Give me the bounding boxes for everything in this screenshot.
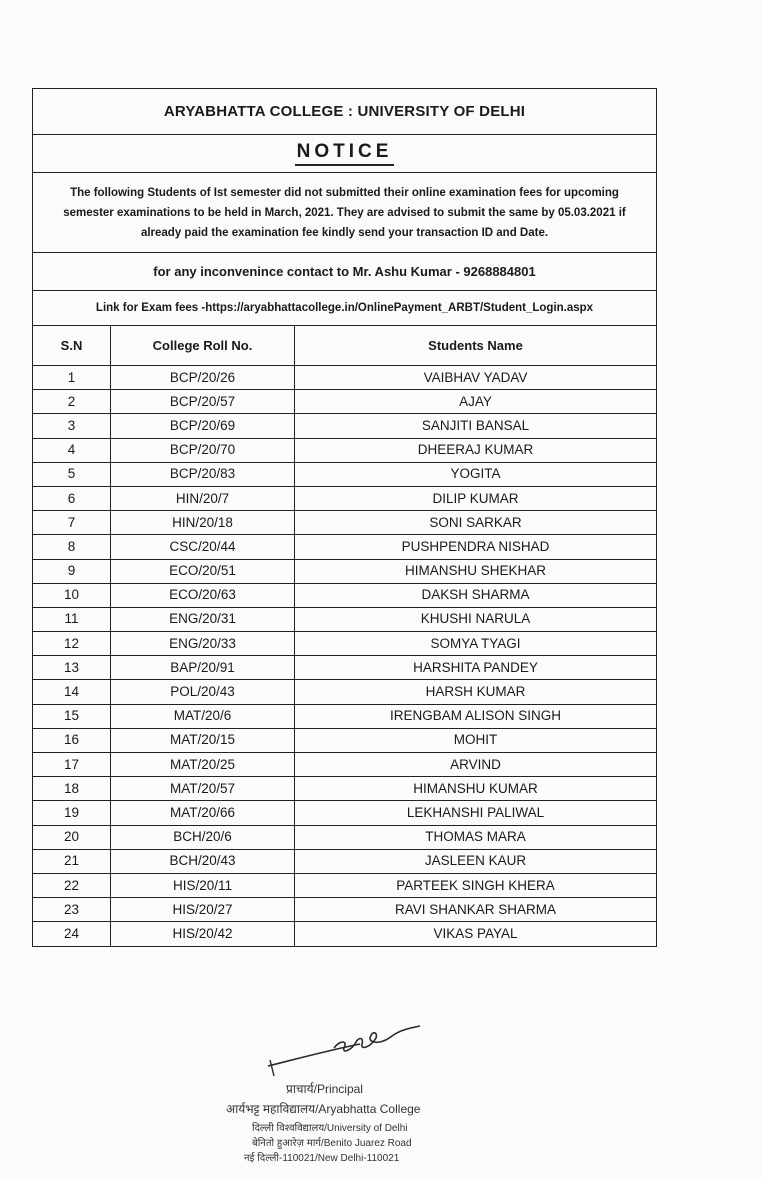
cell-roll-no: ENG/20/33	[111, 632, 295, 656]
cell-roll-no: HIS/20/11	[111, 873, 295, 897]
cell-sn: 16	[33, 728, 111, 752]
principal-address: बेनितो हुआरेज़ मार्ग/Benito Juarez Road	[252, 1138, 412, 1149]
cell-sn: 3	[33, 414, 111, 438]
cell-student-name: JASLEEN KAUR	[295, 849, 657, 873]
cell-student-name: SONI SARKAR	[295, 511, 657, 535]
cell-sn: 21	[33, 849, 111, 873]
table-row	[33, 462, 656, 486]
table-header-row	[33, 326, 656, 366]
cell-roll-no: BCP/20/70	[111, 438, 295, 462]
cell-roll-no: ENG/20/31	[111, 607, 295, 631]
signature-scribble	[260, 1010, 430, 1080]
cell-roll-no: HIN/20/18	[111, 511, 295, 535]
cell-roll-no: MAT/20/15	[111, 728, 295, 752]
cell-roll-no: HIS/20/42	[111, 922, 295, 946]
cell-roll-no: MAT/20/66	[111, 801, 295, 825]
cell-sn: 7	[33, 511, 111, 535]
table-row	[33, 728, 656, 752]
notice-body	[33, 173, 656, 253]
cell-sn: 10	[33, 583, 111, 607]
cell-student-name: VAIBHAV YADAV	[295, 366, 657, 390]
cell-roll-no: BCP/20/57	[111, 390, 295, 414]
cell-sn: 2	[33, 390, 111, 414]
contact-info: for any inconvenince contact to Mr. Ashu Kumar - 9268884801	[33, 253, 656, 291]
cell-student-name: SANJITI BANSAL	[295, 414, 657, 438]
cell-student-name: HARSHITA PANDEY	[295, 656, 657, 680]
cell-roll-no: ECO/20/63	[111, 583, 295, 607]
cell-student-name: AJAY	[295, 390, 657, 414]
exam-fee-link[interactable]: Link for Exam fees -https://aryabhattacollege.in/OnlinePayment_ARBT/Student_Login.aspx	[33, 291, 656, 326]
table-row	[33, 656, 656, 680]
cell-sn: 23	[33, 898, 111, 922]
cell-roll-no: BCP/20/26	[111, 366, 295, 390]
cell-student-name: DAKSH SHARMA	[295, 583, 657, 607]
table-row	[33, 366, 656, 390]
table-row	[33, 511, 656, 535]
notice-document	[32, 88, 657, 947]
table-row	[33, 680, 656, 704]
cell-sn: 19	[33, 801, 111, 825]
cell-student-name: ARVIND	[295, 753, 657, 777]
cell-student-name: RAVI SHANKAR SHARMA	[295, 898, 657, 922]
cell-sn: 12	[33, 632, 111, 656]
cell-roll-no: MAT/20/25	[111, 753, 295, 777]
notice-title: NOTICE	[295, 141, 395, 166]
header-roll-no: College Roll No.	[111, 326, 295, 366]
table-row	[33, 873, 656, 897]
cell-roll-no: BCP/20/83	[111, 462, 295, 486]
table-body	[33, 366, 656, 946]
cell-student-name: THOMAS MARA	[295, 825, 657, 849]
header-sn: S.N	[33, 326, 111, 366]
table-row	[33, 753, 656, 777]
table-row	[33, 704, 656, 728]
cell-sn: 1	[33, 366, 111, 390]
notice-line-3: already paid the examination fee kindly send your transaction ID and Date.	[140, 227, 549, 239]
cell-sn: 20	[33, 825, 111, 849]
notice-line-1: The following Students of Ist semester did not submitted their online examination fees for upcoming	[70, 187, 619, 199]
table-row	[33, 486, 656, 510]
cell-student-name: VIKAS PAYAL	[295, 922, 657, 946]
table-row	[33, 390, 656, 414]
cell-sn: 6	[33, 486, 111, 510]
cell-student-name: SOMYA TYAGI	[295, 632, 657, 656]
cell-sn: 4	[33, 438, 111, 462]
cell-sn: 17	[33, 753, 111, 777]
cell-roll-no: BCH/20/43	[111, 849, 295, 873]
cell-roll-no: BCH/20/6	[111, 825, 295, 849]
cell-sn: 15	[33, 704, 111, 728]
table-row	[33, 849, 656, 873]
header-student-name: Students Name	[295, 326, 657, 366]
college-title: ARYABHATTA COLLEGE : UNIVERSITY OF DELHI	[33, 89, 656, 135]
cell-roll-no: HIS/20/27	[111, 898, 295, 922]
notice-heading-row	[33, 135, 656, 173]
cell-sn: 14	[33, 680, 111, 704]
cell-sn: 8	[33, 535, 111, 559]
cell-roll-no: BCP/20/69	[111, 414, 295, 438]
principal-university: दिल्ली विश्वविद्यालय/University of Delhi	[252, 1123, 408, 1134]
cell-sn: 13	[33, 656, 111, 680]
cell-roll-no: MAT/20/57	[111, 777, 295, 801]
cell-sn: 5	[33, 462, 111, 486]
cell-roll-no: BAP/20/91	[111, 656, 295, 680]
principal-title: प्राचार्य/Principal	[286, 1082, 363, 1096]
cell-roll-no: MAT/20/6	[111, 704, 295, 728]
cell-student-name: YOGITA	[295, 462, 657, 486]
table-row	[33, 583, 656, 607]
cell-sn: 22	[33, 873, 111, 897]
cell-student-name: LEKHANSHI PALIWAL	[295, 801, 657, 825]
cell-roll-no: POL/20/43	[111, 680, 295, 704]
table-row	[33, 922, 656, 946]
table-row	[33, 632, 656, 656]
table-row	[33, 414, 656, 438]
table-row	[33, 777, 656, 801]
cell-student-name: DILIP KUMAR	[295, 486, 657, 510]
cell-sn: 24	[33, 922, 111, 946]
cell-student-name: KHUSHI NARULA	[295, 607, 657, 631]
cell-student-name: IRENGBAM ALISON SINGH	[295, 704, 657, 728]
table-row	[33, 898, 656, 922]
cell-student-name: DHEERAJ KUMAR	[295, 438, 657, 462]
cell-student-name: MOHIT	[295, 728, 657, 752]
table-row	[33, 825, 656, 849]
table-row	[33, 438, 656, 462]
cell-roll-no: HIN/20/7	[111, 486, 295, 510]
students-table	[33, 326, 656, 946]
cell-sn: 11	[33, 607, 111, 631]
table-row	[33, 801, 656, 825]
cell-student-name: HARSH KUMAR	[295, 680, 657, 704]
table-row	[33, 559, 656, 583]
principal-college: आर्यभट्ट महाविद्यालय/Aryabhatta College	[226, 1102, 421, 1116]
table-row	[33, 535, 656, 559]
table-row	[33, 607, 656, 631]
cell-sn: 9	[33, 559, 111, 583]
cell-roll-no: ECO/20/51	[111, 559, 295, 583]
cell-student-name: HIMANSHU KUMAR	[295, 777, 657, 801]
cell-student-name: PARTEEK SINGH KHERA	[295, 873, 657, 897]
cell-sn: 18	[33, 777, 111, 801]
notice-line-2: semester examinations to be held in March, 2021. They are advised to submit the same by 05.03.2021 if	[63, 207, 626, 219]
cell-roll-no: CSC/20/44	[111, 535, 295, 559]
principal-city: नई दिल्ली-110021/New Delhi-110021	[244, 1153, 400, 1164]
cell-student-name: HIMANSHU SHEKHAR	[295, 559, 657, 583]
cell-student-name: PUSHPENDRA NISHAD	[295, 535, 657, 559]
